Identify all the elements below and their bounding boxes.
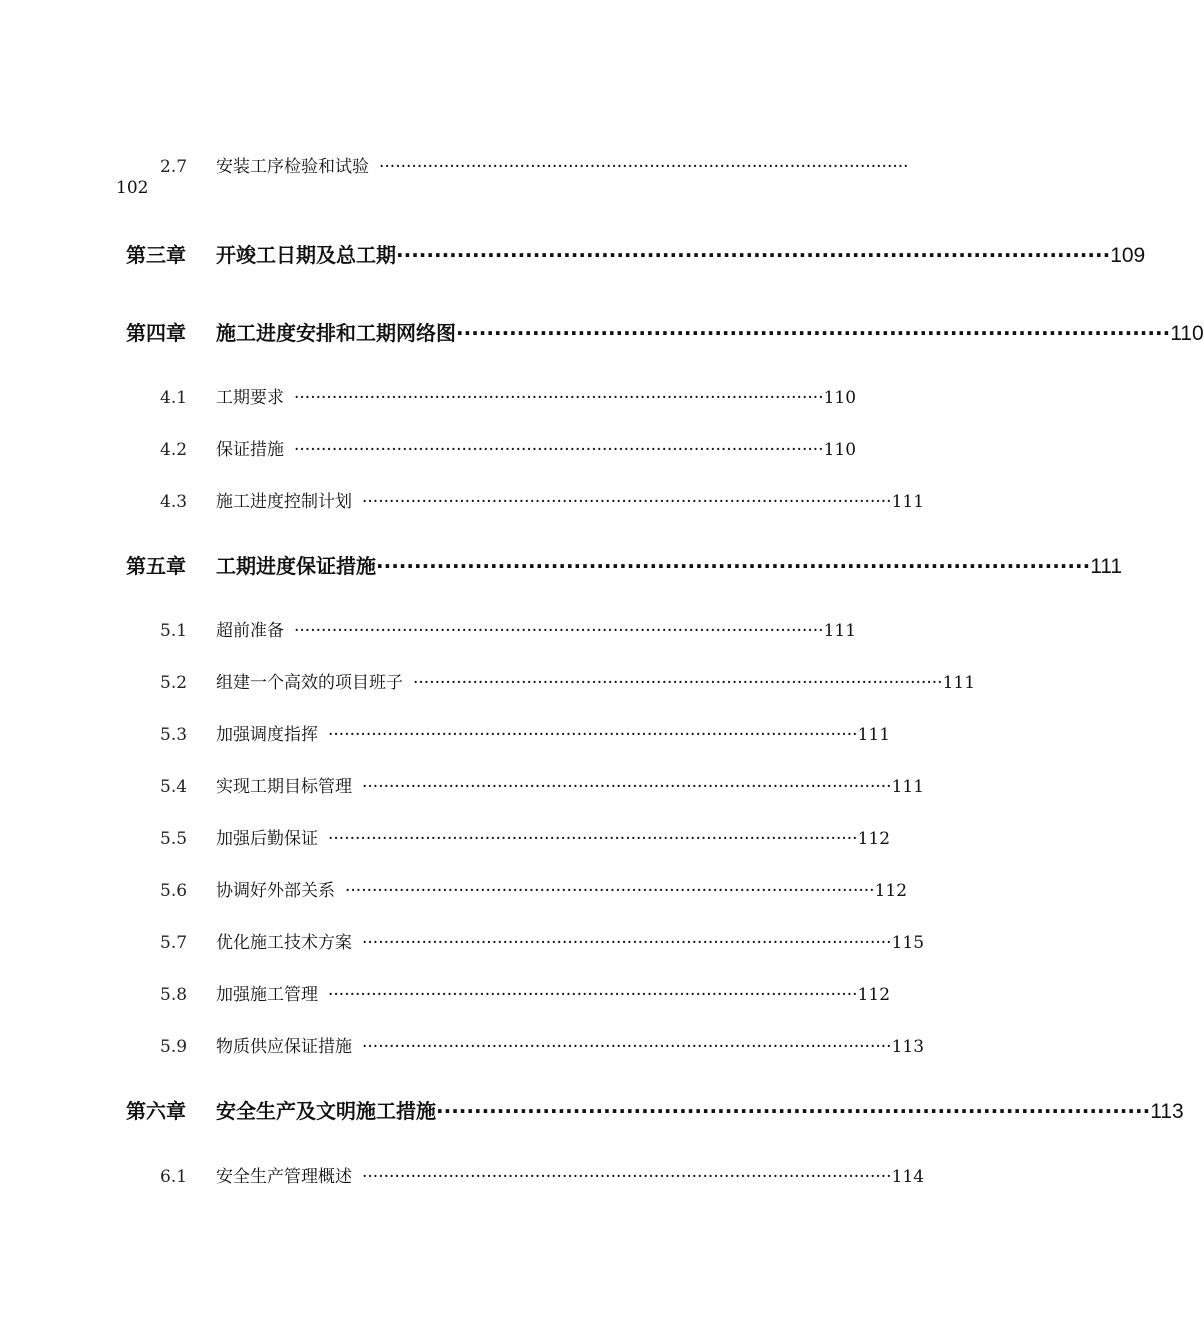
toc-page-number: 111 xyxy=(1090,555,1123,578)
toc-title: 施工进度控制计划 xyxy=(216,492,352,512)
toc-title: 工期要求 xyxy=(216,388,284,408)
toc-chapter-number: 第三章 xyxy=(126,243,186,267)
toc-page-number: 112 xyxy=(857,829,891,849)
toc-page-number: 102 xyxy=(116,178,149,198)
toc-entry-5-6[interactable] xyxy=(160,876,908,901)
toc-page-number: 110 xyxy=(1170,322,1204,345)
leader-dots: ·································································································· xyxy=(345,881,875,901)
toc-title: 组建一个高效的项目班子 xyxy=(216,673,403,693)
leader-dots: ·································································································· xyxy=(294,388,824,408)
toc-chapter-title: 开竣工日期及总工期 xyxy=(216,243,396,267)
toc-page-number: 112 xyxy=(857,985,891,1005)
toc-title: 安装工序检验和试验 xyxy=(216,157,369,177)
toc-number: 5.3 xyxy=(160,725,188,745)
toc-title: 协调好外部关系 xyxy=(216,881,335,901)
leader-dots: ·································································································· xyxy=(328,725,858,745)
toc-entry-5-8[interactable] xyxy=(160,980,891,1005)
leader-dots: ·································································································· xyxy=(362,492,892,512)
toc-page-number: 111 xyxy=(891,777,925,797)
toc-page-number: 113 xyxy=(891,1037,925,1057)
toc-number: 5.1 xyxy=(160,621,188,641)
leader-dots: ·································································································· xyxy=(413,673,943,693)
leader-dots: ·································································································· xyxy=(362,1037,892,1057)
toc-page-number: 110 xyxy=(823,388,857,408)
leader-dots: ······························································································ xyxy=(456,321,1171,345)
toc-title: 加强后勤保证 xyxy=(216,829,318,849)
toc-chapter-5[interactable] xyxy=(126,550,1123,579)
toc-chapter-6[interactable] xyxy=(126,1095,1184,1124)
toc-page-number: 111 xyxy=(823,621,857,641)
toc-number: 4.3 xyxy=(160,492,188,512)
toc-chapter-4[interactable] xyxy=(126,317,1204,346)
leader-dots: ·································································································· xyxy=(362,777,892,797)
toc-chapter-title: 施工进度安排和工期网络图 xyxy=(216,321,456,345)
toc-page-number: 110 xyxy=(823,440,857,460)
toc-entry-4-2[interactable] xyxy=(160,435,857,460)
toc-title: 优化施工技术方案 xyxy=(216,933,352,953)
toc-number: 2.7 xyxy=(160,157,188,177)
toc-chapter-number: 第六章 xyxy=(126,1099,186,1123)
toc-chapter-3[interactable] xyxy=(126,239,1146,268)
toc-title: 加强施工管理 xyxy=(216,985,318,1005)
toc-page-number: 111 xyxy=(891,492,925,512)
toc-title: 保证措施 xyxy=(216,440,284,460)
toc-chapter-number: 第五章 xyxy=(126,554,186,578)
toc-number: 5.2 xyxy=(160,673,188,693)
leader-dots: ·································································································· xyxy=(328,829,858,849)
toc-title: 物质供应保证措施 xyxy=(216,1037,352,1057)
leader-dots: ·································································································· xyxy=(362,933,892,953)
toc-number: 5.9 xyxy=(160,1037,188,1057)
toc-number: 5.5 xyxy=(160,829,188,849)
leader-dots: ······························································································ xyxy=(436,1099,1151,1123)
toc-number: 5.8 xyxy=(160,985,188,1005)
leader-dots: ·································································································· xyxy=(379,157,909,177)
toc-number: 6.1 xyxy=(160,1167,188,1187)
toc-entry-5-9[interactable] xyxy=(160,1032,925,1057)
toc-page-number: 114 xyxy=(891,1167,925,1187)
toc-page-number: 113 xyxy=(1150,1100,1184,1123)
toc-entry-4-3[interactable] xyxy=(160,487,925,512)
leader-dots: ······························································································ xyxy=(376,554,1091,578)
leader-dots: ·································································································· xyxy=(328,985,858,1005)
toc-entry-6-1[interactable] xyxy=(160,1162,925,1187)
leader-dots: ·································································································· xyxy=(362,1167,892,1187)
toc-number: 5.4 xyxy=(160,777,188,797)
toc-page-number: 112 xyxy=(874,881,908,901)
toc-page-number: 115 xyxy=(891,933,925,953)
toc-entry-2-7[interactable] xyxy=(160,152,909,177)
toc-entry-5-1[interactable] xyxy=(160,616,857,641)
leader-dots: ·································································································· xyxy=(294,440,824,460)
toc-title: 安全生产管理概述 xyxy=(216,1167,352,1187)
toc-page-number: 111 xyxy=(857,725,891,745)
toc-entry-5-2[interactable] xyxy=(160,668,976,693)
toc-entry-5-4[interactable] xyxy=(160,772,925,797)
toc-number: 5.7 xyxy=(160,933,188,953)
toc-entry-5-3[interactable] xyxy=(160,720,891,745)
leader-dots: ······························································································ xyxy=(396,243,1111,267)
toc-number: 5.6 xyxy=(160,881,188,901)
toc-page-number: 111 xyxy=(942,673,976,693)
leader-dots: ·································································································· xyxy=(294,621,824,641)
toc-number: 4.2 xyxy=(160,440,188,460)
toc-entry-5-7[interactable] xyxy=(160,928,925,953)
toc-entry-4-1[interactable] xyxy=(160,383,857,408)
toc-title: 超前准备 xyxy=(216,621,284,641)
toc-chapter-number: 第四章 xyxy=(126,321,186,345)
toc-title: 加强调度指挥 xyxy=(216,725,318,745)
toc-chapter-title: 工期进度保证措施 xyxy=(216,554,376,578)
toc-page-number: 109 xyxy=(1110,244,1146,267)
toc-title: 实现工期目标管理 xyxy=(216,777,352,797)
toc-chapter-title: 安全生产及文明施工措施 xyxy=(216,1099,436,1123)
toc-number: 4.1 xyxy=(160,388,188,408)
toc-entry-5-5[interactable] xyxy=(160,824,891,849)
